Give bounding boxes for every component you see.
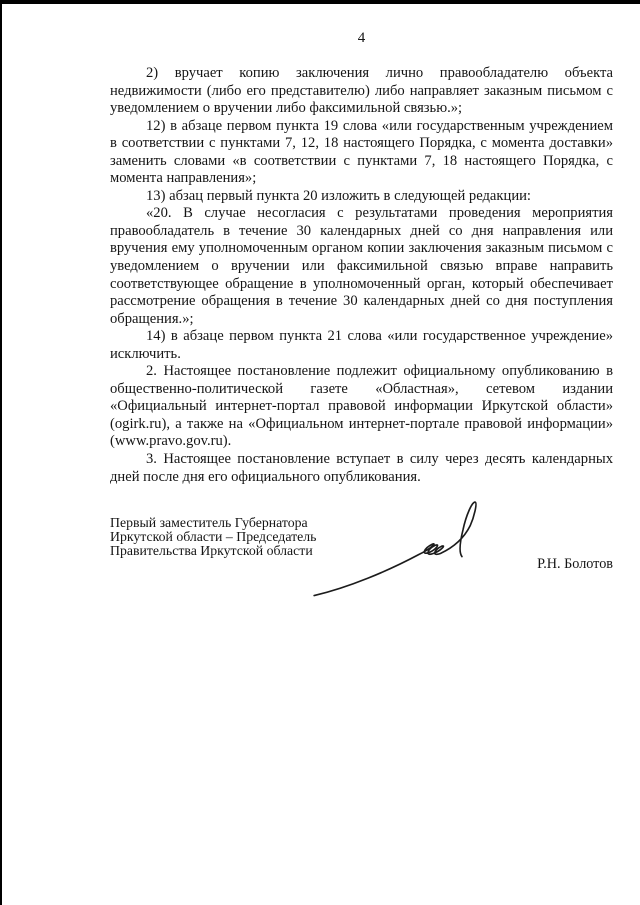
document-body [110, 30, 613, 486]
scan-artifact-left-edge [0, 0, 2, 905]
signature-block [110, 516, 613, 636]
signatory-title-line: Правительства Иркутской области [110, 542, 313, 558]
signer-name: Р.Н. Болотов [537, 556, 613, 572]
paragraph-subitem-12: 12) в абзаце первом пункта 19 слова «или государственным учреждением в соответствии с пунктами 7, 12, 18 настоящего Порядка, с момента доставки» заменить словами «в соответствии с пунктами 7, 18 настоящего Порядка, с момента направления»; [110, 117, 613, 187]
paragraph-quoted-point-20: «20. В случае несогласия с результатами проведения мероприятия правообладатель в течение 30 календарных дней со дня направления или вручения ему уполномоченным органом копии заключения заказным письмом с уведомлением о вручении или факсимильной связью вправе направить соответствующее обращение в уполномоченный орган, который обеспечивает рассмотрение обращения в течение 30 календарных дней со дня поступления обращения.»; [110, 205, 613, 327]
paragraph-subitem-2: 2) вручает копию заключения лично правообладателю объекта недвижимости (либо его представителю) либо направляет заказным письмом с уведомлением о вручении либо факсимильной связью.»; [110, 65, 613, 117]
paragraph-subitem-14: 14) в абзаце первом пункта 21 слова «или государственное учреждение» исключить. [110, 328, 613, 362]
paragraph-item-3-entry-into-force: 3. Настоящее постановление вступает в силу через десять календарных дней после дня его официального опубликования. [110, 451, 613, 485]
signatory-title-line: Иркутской области – Председатель [110, 528, 317, 544]
scan-artifact-top-edge [0, 0, 640, 4]
handwritten-signature [308, 496, 503, 611]
signatory-title-line: Первый заместитель Губернатора [110, 515, 308, 530]
signature-scribble-icon [308, 496, 503, 611]
page-number: 4 [357, 30, 366, 46]
paragraph-item-2-publication: 2. Настоящее постановление подлежит официальному опубликованию в общественно-политической газете «Областная», сетевом издании «Официальный интернет-портал правовой информации Иркутской области» (ogirk.ru), а также на «Официальном интернет-портале правовой информации» (www.pravo.gov.ru). [110, 363, 613, 450]
paragraph-subitem-13: 13) абзац первый пункта 20 изложить в следующей редакции: [146, 187, 531, 204]
